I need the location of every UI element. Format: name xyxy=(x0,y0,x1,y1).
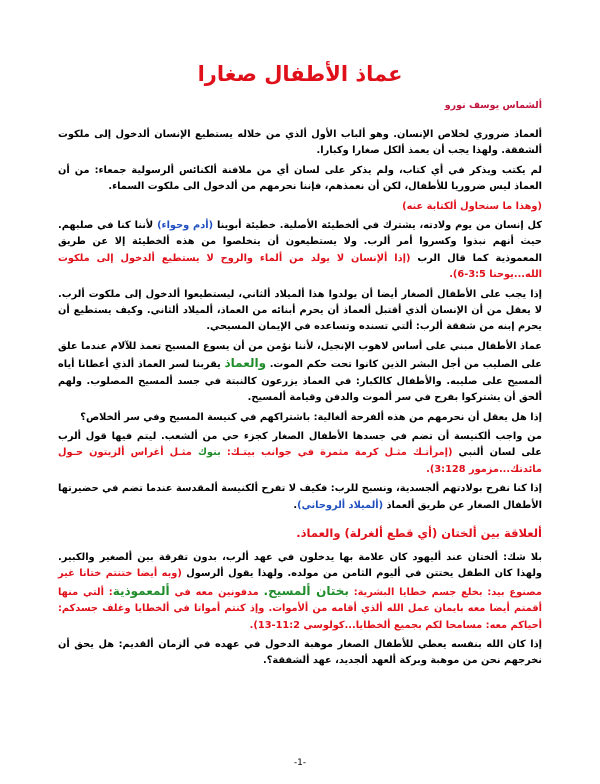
paragraph-6-text-b: يقربنا لسر العماذ ألذي أعطانا أياه ألمسيح على صليبه. والأطفال كالكبار: في العماذ يزرعون كالنبتة في جسد ألمسيح المصلوب. ولهم ألحق أن يشتركوا بفرح في سر ألموت والدفن وقيامة ألمسيح. xyxy=(58,359,542,404)
psalm-quote-b: مثـل أغراس ألزيتون حـول مائدتك...مزمور 3:128). xyxy=(58,447,542,475)
paragraph-7 xyxy=(58,410,542,426)
john-quote: (إذا ألإنسان لا يولد من ألماء والروح لا يستطيع ألدخول إلى ملكوت الله...يوحنا 3:5-6). xyxy=(58,252,542,281)
paragraph-11-text: إذا كان الله بنفسه يعطي للأطفال الصغار موهبة الدخول في عهده في ألزمان ألقديم: هل يحق أن نخرجهم نحن من موهبة وبركة ألعهد ألجديد، عهد ألشفقة؟. xyxy=(58,638,542,667)
paragraph-3 xyxy=(58,199,542,215)
paragraph-5 xyxy=(58,287,542,336)
paragraph-4-text-b: لأننا كنا في صلبهم. حيث أنهم نبذوا وكسروا أمر ألرب. ولا يستطيعون أن يتخلصوا من هذه ألخطيئة إلا عن طريق المعموذية كما قال الرب xyxy=(58,220,542,264)
colossians-quote-c: : ألتي منها أقمتم أيضا معه بايمان عمل الله ألذي أقامه من ألأموات. وإذ كنتم أمواتا في ألخطايا وغلف جسدكم: أحياكم معه: مسامحا لكم بجميع ألخطايا...كولوسي 11:2-13). xyxy=(58,586,542,631)
paragraph-7-text: إذا هل يعقل أن نحرمهم من هذه ألفرحة ألغالية: باشتراكهم في كنيسة المسيح وفي سر ألخلاص؟ xyxy=(80,411,542,423)
paragraph-10-text: بلا شك: ألختان عند أليهود كان علامة بها يدخلون في عهد ألرب، بدون تفرقة بين ألصغير والكبير. ولهذا كان الطفل يختتن في أليوم الثامن من مولده. ولهذا يقول ألرسول xyxy=(58,551,542,580)
circumcision-of-christ-highlight: بختان ألمسيح. xyxy=(263,583,349,598)
paragraph-11 xyxy=(58,637,542,670)
paragraph-2-text: لم يكتب ويذكر في أي كتاب، ولم يذكر على لسان أي من ملافنة ألكنائس ألرسولية جمعاء: من أن العماذ ليس ضروريا للأطفال، لكن أن نعمذهم، فإننا نحرمهم من ألدخول الى ملكوت السماء. xyxy=(58,164,542,193)
paragraph-4 xyxy=(58,218,542,284)
paragraph-2 xyxy=(58,163,542,196)
paragraph-4-text-a: كل إنسان من يوم ولادته، يشترك في ألخطيئة الأصلية. خطيئة أبوينا xyxy=(213,220,542,232)
spiritual-birth-highlight: (ألميلاد ألروحاني) xyxy=(297,499,384,511)
paragraph-1 xyxy=(58,127,542,160)
paragraph-8-text: من واجب ألكنيسة أن تضم في جسدها الأطفال الصغار كجزء حي من ألشعب. ليتم فيها قول ألرب على لسان ألنبي xyxy=(58,430,542,459)
author-name: ألشماس يوسف نورو xyxy=(444,100,542,111)
paragraph-6 xyxy=(58,339,542,407)
baptism-word-highlight: ألمعموذية xyxy=(112,583,170,598)
baptism-highlight: والعماذ xyxy=(224,356,267,371)
paragraph-10 xyxy=(58,550,542,634)
colossians-quote-a: (وبه أيضا ختنتم ختانا غير مصنوع بيد: بخلع جسم خطايا البشرية: xyxy=(58,568,542,598)
adam-eve-highlight: (أدم وحواء) xyxy=(157,220,214,232)
psalm-highlight: بنوك xyxy=(197,447,221,459)
paragraph-9-text: إذا كنا نفرح بولادتهم ألجسدية، ونسبح للرب: فكيف لا تفرح ألكنيسة ألمقدسة عندما تضم في حضيرتها الأطفال الصغار عن طريق ألعماذ xyxy=(58,483,542,511)
paragraph-6-text-a: عماذ الأطفال مبني على أساس لاهوب الإنجيل، لأننا نؤمن من أن يسوع المسيح تعمذ للآلام عندما علق على الصليب من أجل البشر الذين كانوا تحت حكم الموت. xyxy=(58,340,542,371)
section-heading: ألعلاقة بين ألختان (أي قطع ألغرلة) والعماذ. xyxy=(296,525,542,540)
paragraph-1-text: ألعماذ ضروري لخلاص الإنسان. وهو ألباب الأول ألذي من خلاله يستطيع الإنسان ألدخول إلى ملكوت ألشفقة. ولهذا يجب أن يعمذ ألكل صغارا وكبارا. xyxy=(58,129,542,157)
colossians-quote-b: مدفونين معه في xyxy=(169,586,264,598)
page-number: -1- xyxy=(293,758,307,768)
paragraph-5-text: إذا يجب على الأطفال ألصغار أيضا أن يولدوا هذا ألميلاد ألثاني، ليستطيعوا ألدخول إلى ملكوت ألرب. لا يعقل من أن الإنسان ألذي أقتبل ألعماذ أن يحرم أبنائه من العماذ، ألميلاد ألثاني. وكيف يستطيع أن يحرم إبنه من شفقة ألرب: ألتي تسنده وتساعده في الإيمان المسيحي. xyxy=(58,288,542,333)
paragraph-9-end: . xyxy=(293,499,298,511)
paragraph-9 xyxy=(58,481,542,514)
psalm-quote-a: (إمرأتـك مثـل كرمة مثمرة في جوانب بيتـك: xyxy=(220,447,453,459)
document-title: عماذ الأطفال صغارا xyxy=(197,62,403,86)
paragraph-3-highlight: (وهذا ما سنحاول ألكتابة عنه) xyxy=(402,200,542,212)
paragraph-8 xyxy=(58,429,542,478)
